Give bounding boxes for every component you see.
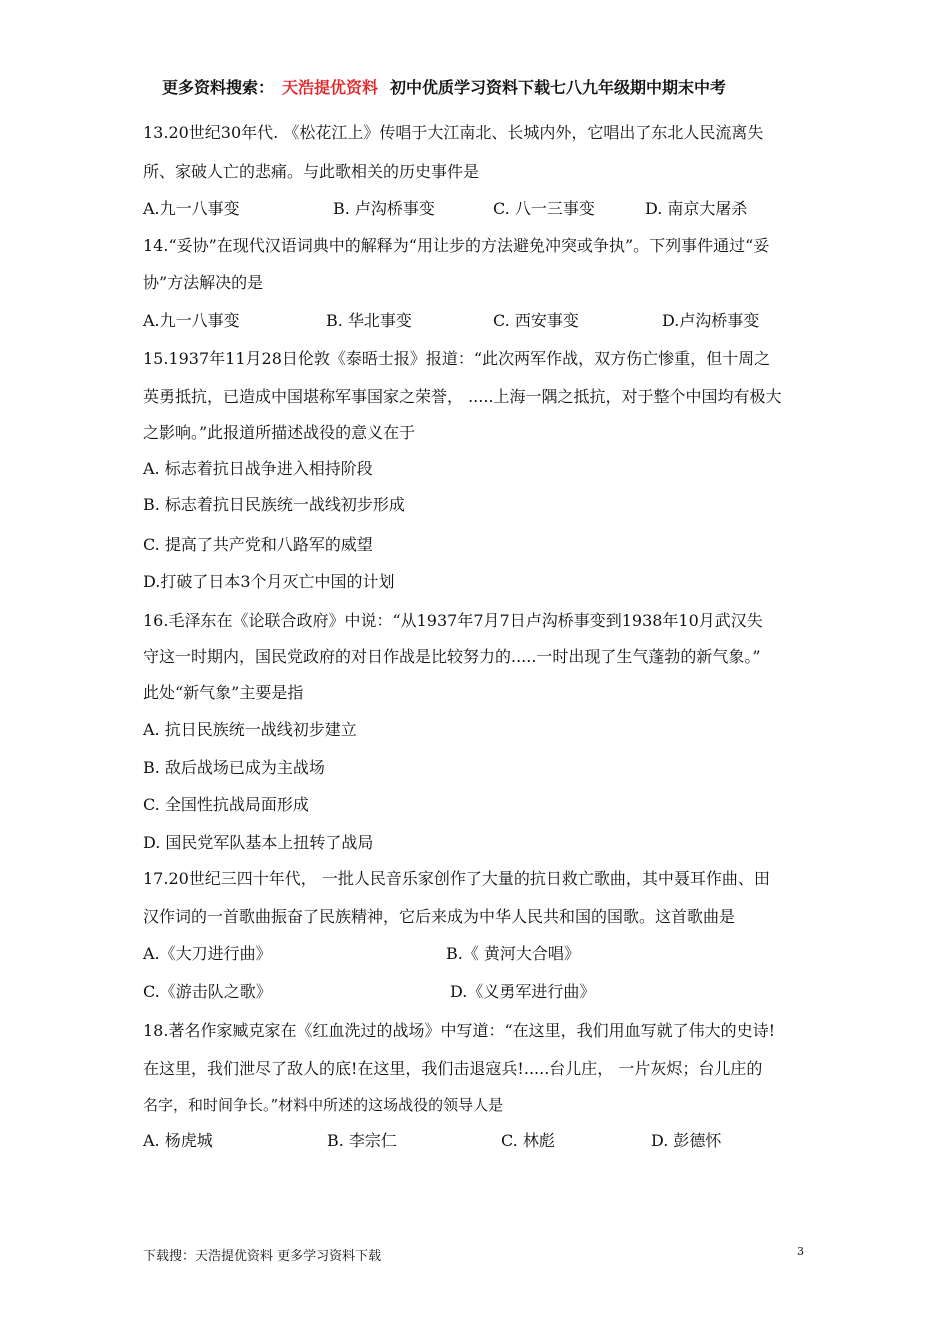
- question-stem-line: 协”方法解决的是: [143, 273, 264, 292]
- question-stem-line: 13.20世纪30年代. 《松花江上》传唱于大江南北、长城内外，它唱出了东北人民流离失: [143, 123, 764, 142]
- option-b: B. 标志着抗日民族统一战线初步形成: [143, 495, 405, 514]
- footer-text: 下载搜：天浩提优资料 更多学习资料下载: [143, 1249, 382, 1264]
- page-number: 3: [797, 1245, 804, 1258]
- question-stem-line: 18.著名作家臧克家在《红血洗过的战场》中写道：“在这里，我们用血写就了伟大的史诗!: [143, 1021, 776, 1040]
- option-a: A.《大刀进行曲》: [143, 944, 272, 963]
- option-d: D.打破了日本3个月灭亡中国的计划: [143, 572, 395, 591]
- option-d: D. 彭德怀: [651, 1131, 722, 1150]
- option-a: A. 杨虎城: [143, 1131, 213, 1150]
- option-c: C. 西安事变: [493, 311, 579, 330]
- question-stem-line: 之影响。”此报道所描述战役的意义在于: [143, 423, 416, 442]
- option-c: C. 林彪: [501, 1131, 555, 1150]
- question-stem-line: 汉作词的一首歌曲振奋了民族精神，它后来成为中华人民共和国的国歌。这首歌曲是: [143, 907, 736, 926]
- option-d: D.卢沟桥事变: [662, 311, 760, 330]
- question-stem-line: 名字，和时间争长。”材料中所述的这场战役的领导人是: [143, 1096, 504, 1114]
- option-c: C. 八一三事变: [493, 199, 595, 218]
- option-d: D. 国民党军队基本上扭转了战局: [143, 833, 374, 852]
- page-header: [162, 75, 726, 98]
- option-b: B.《 黄河大合唱》: [446, 944, 580, 963]
- option-b: B. 李宗仁: [327, 1131, 397, 1150]
- question-stem-line: 15.1937年11月28日伦敦《泰晤士报》报道：“此次两军作战，双方伤亡惨重，但十周之: [143, 349, 771, 368]
- question-stem-line: 守这一时期内，国民党政府的对日作战是比较努力的.....一时出现了生气蓬勃的新气象。”: [143, 647, 761, 666]
- option-b: B. 敌后战场已成为主战场: [143, 758, 325, 777]
- question-stem-line: 英勇抵抗，已造成中国堪称军事国家之荣誉， .....上海一隅之抵抗，对于整个中国均有极大: [143, 387, 782, 406]
- option-d: D.《义勇军进行曲》: [450, 982, 596, 1001]
- question-stem-line: 所、家破人亡的悲痛。与此歌相关的历史事件是: [143, 162, 480, 181]
- question-stem-line: 17.20世纪三四十年代， 一批人民音乐家创作了大量的抗日救亡歌曲，其中聂耳作曲、田: [143, 869, 770, 888]
- option-a: A.九一八事变: [143, 199, 240, 218]
- option-a: A.九一八事变: [143, 311, 240, 330]
- question-stem-line: 14.“妥协”在现代汉语词典中的解释为“用让步的方法避免冲突或争执”。下列事件通过“妥: [143, 236, 770, 255]
- header-prefix: 更多资料搜索：: [162, 78, 275, 97]
- option-d: D. 南京大屠杀: [645, 199, 748, 218]
- question-stem-line: 此处“新气象”主要是指: [143, 683, 304, 702]
- option-c: C. 全国性抗战局面形成: [143, 795, 309, 814]
- option-c: C.《游击队之歌》: [143, 982, 272, 1001]
- question-stem-line: 在这里，我们泄尽了敌人的底!在这里，我们击退寇兵!.....台儿庄， 一片灰烬；台儿庄的: [143, 1059, 763, 1078]
- option-a: A. 标志着抗日战争进入相持阶段: [143, 459, 373, 478]
- option-a: A. 抗日民族统一战线初步建立: [143, 720, 357, 739]
- header-suffix: 初中优质学习资料下载七八九年级期中期末中考: [390, 78, 727, 97]
- question-stem-line: 16.毛泽东在《论联合政府》中说：“从1937年7月7日卢沟桥事变到1938年10月武汉失: [143, 611, 763, 630]
- header-brand: 天浩提优资料: [282, 78, 379, 97]
- option-b: B. 华北事变: [326, 311, 412, 330]
- option-c: C. 提高了共产党和八路军的威望: [143, 535, 373, 554]
- option-b: B. 卢沟桥事变: [333, 199, 435, 218]
